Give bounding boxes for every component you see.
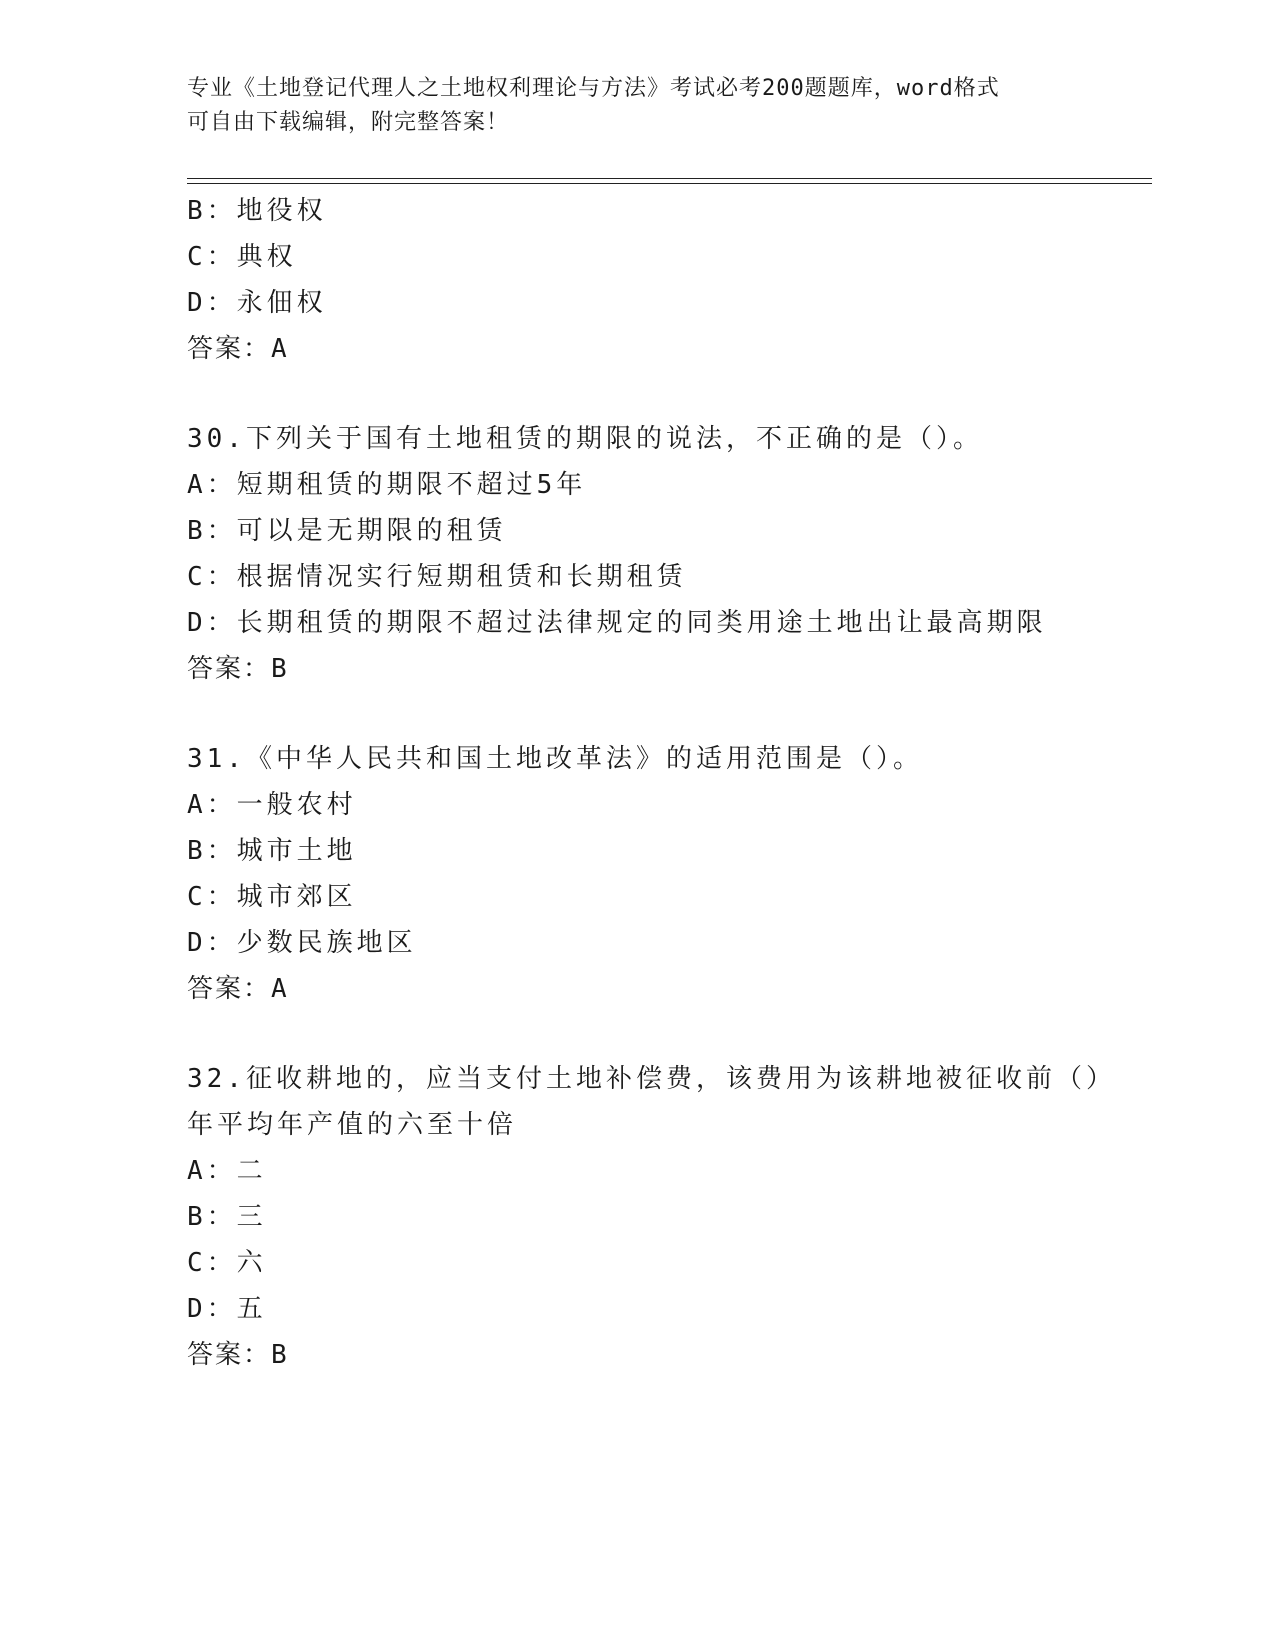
question-text-line-2: 年平均年产值的六至十倍	[187, 1110, 518, 1140]
header-title-line-2: 可自由下载编辑，附完整答案！	[187, 110, 510, 135]
question-block-30	[187, 416, 1147, 692]
option-c: C：城市郊区	[187, 882, 357, 912]
question-text: 30.下列关于国有土地租赁的期限的说法，不正确的是（）。	[187, 424, 983, 454]
option-d: D：少数民族地区	[187, 928, 417, 958]
option-b: B：城市土地	[187, 836, 357, 866]
option-c: C：六	[187, 1248, 267, 1278]
spacer	[187, 372, 1147, 416]
option-d: D：长期租赁的期限不超过法律规定的同类用途土地出让最高期限	[187, 608, 1047, 638]
header-title-line-1: 专业《土地登记代理人之土地权利理论与方法》考试必考200题题库，word格式	[187, 76, 1000, 101]
header-divider-top	[187, 178, 1152, 179]
question-block-32	[187, 1056, 1147, 1378]
option-a: A：二	[187, 1156, 267, 1186]
question-list	[187, 188, 1147, 1378]
answer-line: 答案：A	[187, 334, 289, 364]
question-text: 31.《中华人民共和国土地改革法》的适用范围是（）。	[187, 744, 923, 774]
answer-line: 答案：A	[187, 974, 289, 1004]
option-b: B：可以是无期限的租赁	[187, 516, 507, 546]
header-divider-bottom	[187, 183, 1152, 184]
option-a: A：短期租赁的期限不超过5年	[187, 470, 587, 500]
option-d: D：永佃权	[187, 288, 327, 318]
answer-line: 答案：B	[187, 654, 289, 684]
option-b: B：三	[187, 1202, 267, 1232]
page-header	[187, 72, 1087, 140]
option-d: D：五	[187, 1294, 267, 1324]
option-a: A：一般农村	[187, 790, 357, 820]
option-b: B：地役权	[187, 196, 327, 226]
spacer	[187, 692, 1147, 736]
spacer	[187, 1012, 1147, 1056]
question-text-line-1: 32.征收耕地的，应当支付土地补偿费，该费用为该耕地被征收前（）	[187, 1064, 1116, 1094]
option-c: C：根据情况实行短期租赁和长期租赁	[187, 562, 687, 592]
question-block-29	[187, 188, 1147, 372]
question-block-31	[187, 736, 1147, 1012]
option-c: C：典权	[187, 242, 297, 272]
answer-line: 答案：B	[187, 1340, 289, 1370]
